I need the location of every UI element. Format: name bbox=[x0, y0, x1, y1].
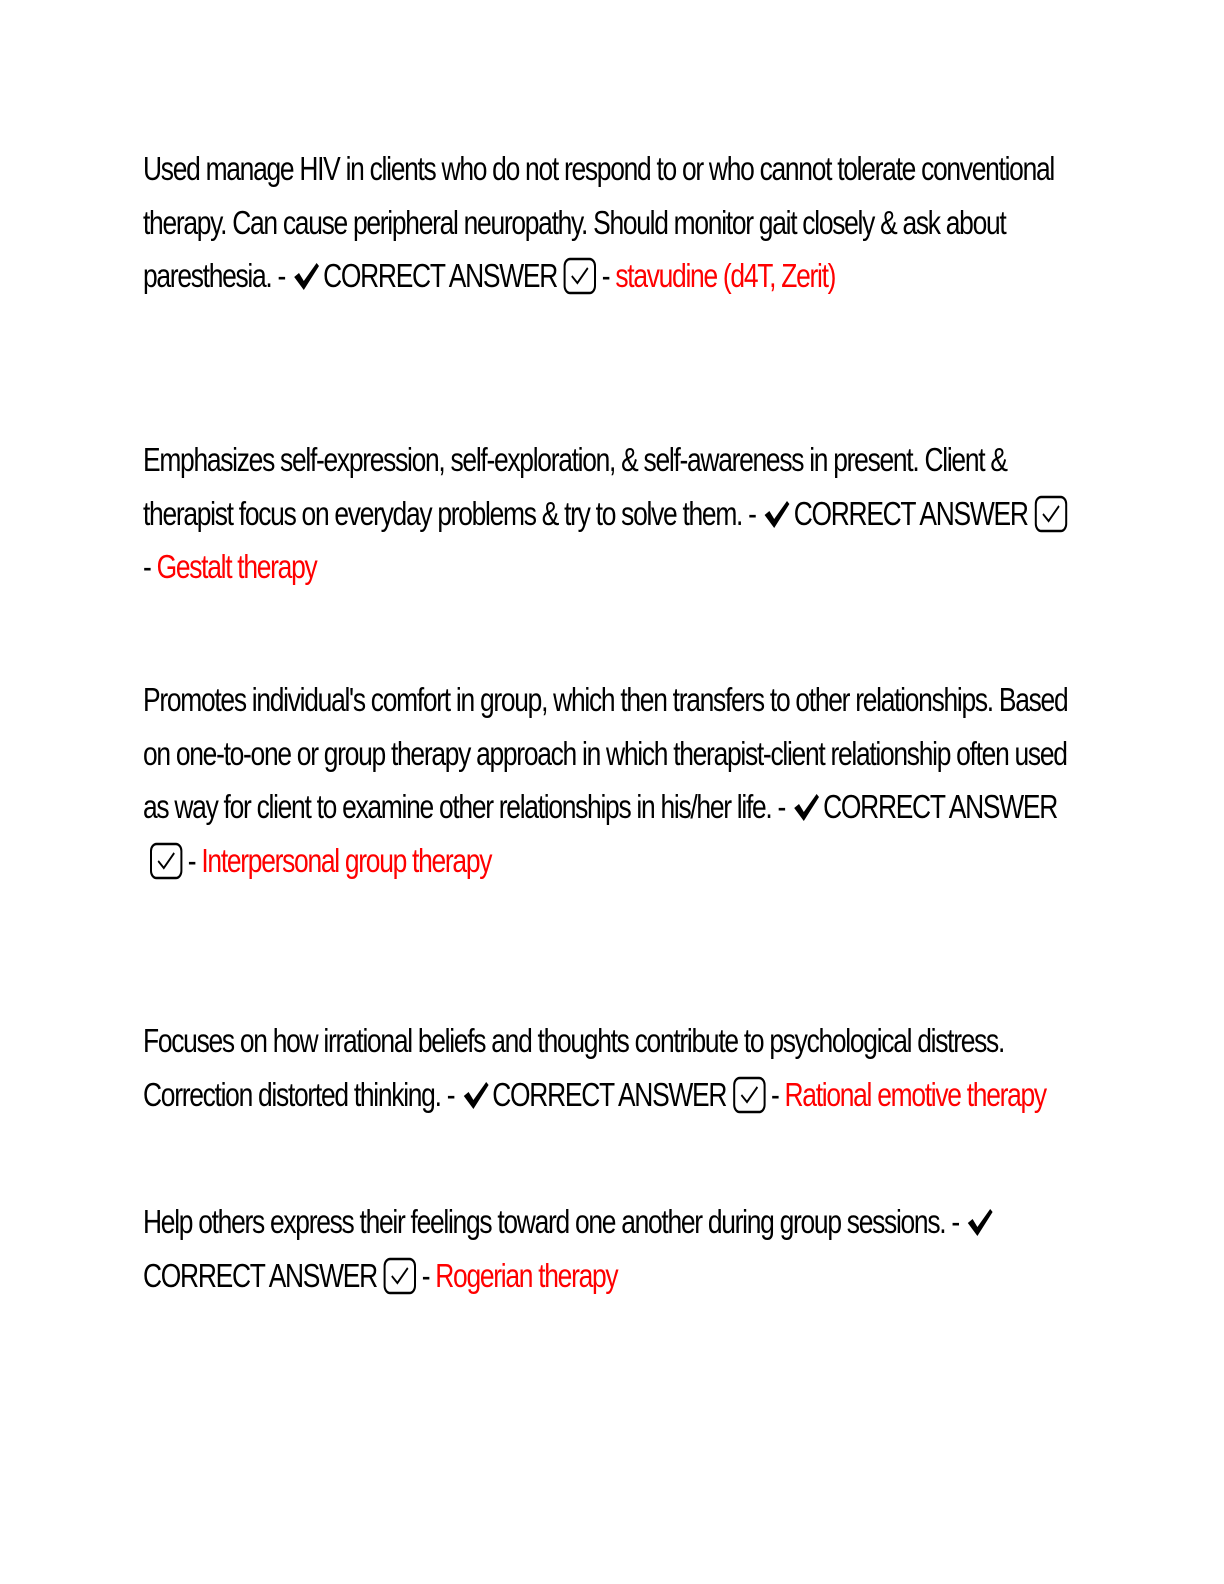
checked-box-icon bbox=[733, 1076, 767, 1114]
question-text: Promotes individual's comfort in group, which then transfers to other relationships. Based on one-to-one or group therapy approach in which therapist-client relationship often used as way for client to examine other relationships in his/her life. - bbox=[143, 681, 1068, 825]
qa-item bbox=[143, 1014, 1079, 1121]
separator: - bbox=[601, 257, 610, 294]
heavy-check-mark-icon bbox=[763, 499, 790, 529]
separator: - bbox=[421, 1256, 430, 1294]
heavy-check-mark-icon bbox=[462, 1080, 489, 1110]
qa-item bbox=[143, 673, 1079, 887]
question-text: Used manage HIV in clients who do not respond to or who cannot tolerate conventional therapy. Can cause peripheral neuropathy. Should monitor gait closely & ask about paresthesia. - bbox=[143, 150, 1054, 294]
answer-text: Gestalt therapy bbox=[156, 548, 317, 585]
correct-answer-label: CORRECT ANSWER bbox=[492, 1075, 727, 1113]
separator: - bbox=[143, 548, 151, 585]
answer-text: Rogerian therapy bbox=[435, 1256, 618, 1294]
heavy-check-mark-icon bbox=[293, 261, 320, 291]
qa-item bbox=[143, 1195, 1079, 1302]
separator: - bbox=[187, 841, 196, 879]
heavy-check-mark-icon bbox=[967, 1207, 994, 1237]
question-text: Help others express their feelings toward one another during group sessions. - bbox=[143, 1203, 959, 1240]
checked-box-icon bbox=[383, 1257, 417, 1295]
correct-answer-label: CORRECT ANSWER bbox=[143, 1256, 377, 1294]
qa-item bbox=[143, 142, 1079, 303]
separator: - bbox=[770, 1075, 779, 1113]
correct-answer-label: CORRECT ANSWER bbox=[823, 788, 1057, 825]
checked-box-icon bbox=[563, 257, 597, 295]
answer-text: Interpersonal group therapy bbox=[201, 841, 492, 879]
checked-box-icon bbox=[149, 842, 183, 880]
question-text: Emphasizes self-expression, self-exploration, & self-awareness in present. Client & therapist focus on everyday problems & try to solve them. - bbox=[143, 441, 1007, 532]
question-text: Focuses on how irrational beliefs and thoughts contribute to psychological distress. Correction distorted thinking. - bbox=[143, 1022, 1005, 1113]
heavy-check-mark-icon bbox=[793, 792, 820, 822]
answer-text: Rational emotive therapy bbox=[784, 1075, 1046, 1113]
answer-text: stavudine (d4T, Zerit) bbox=[615, 257, 836, 294]
qa-item bbox=[143, 433, 1079, 594]
correct-answer-label: CORRECT ANSWER bbox=[323, 257, 557, 294]
checked-box-icon bbox=[1034, 495, 1068, 533]
correct-answer-label: CORRECT ANSWER bbox=[793, 494, 1028, 532]
